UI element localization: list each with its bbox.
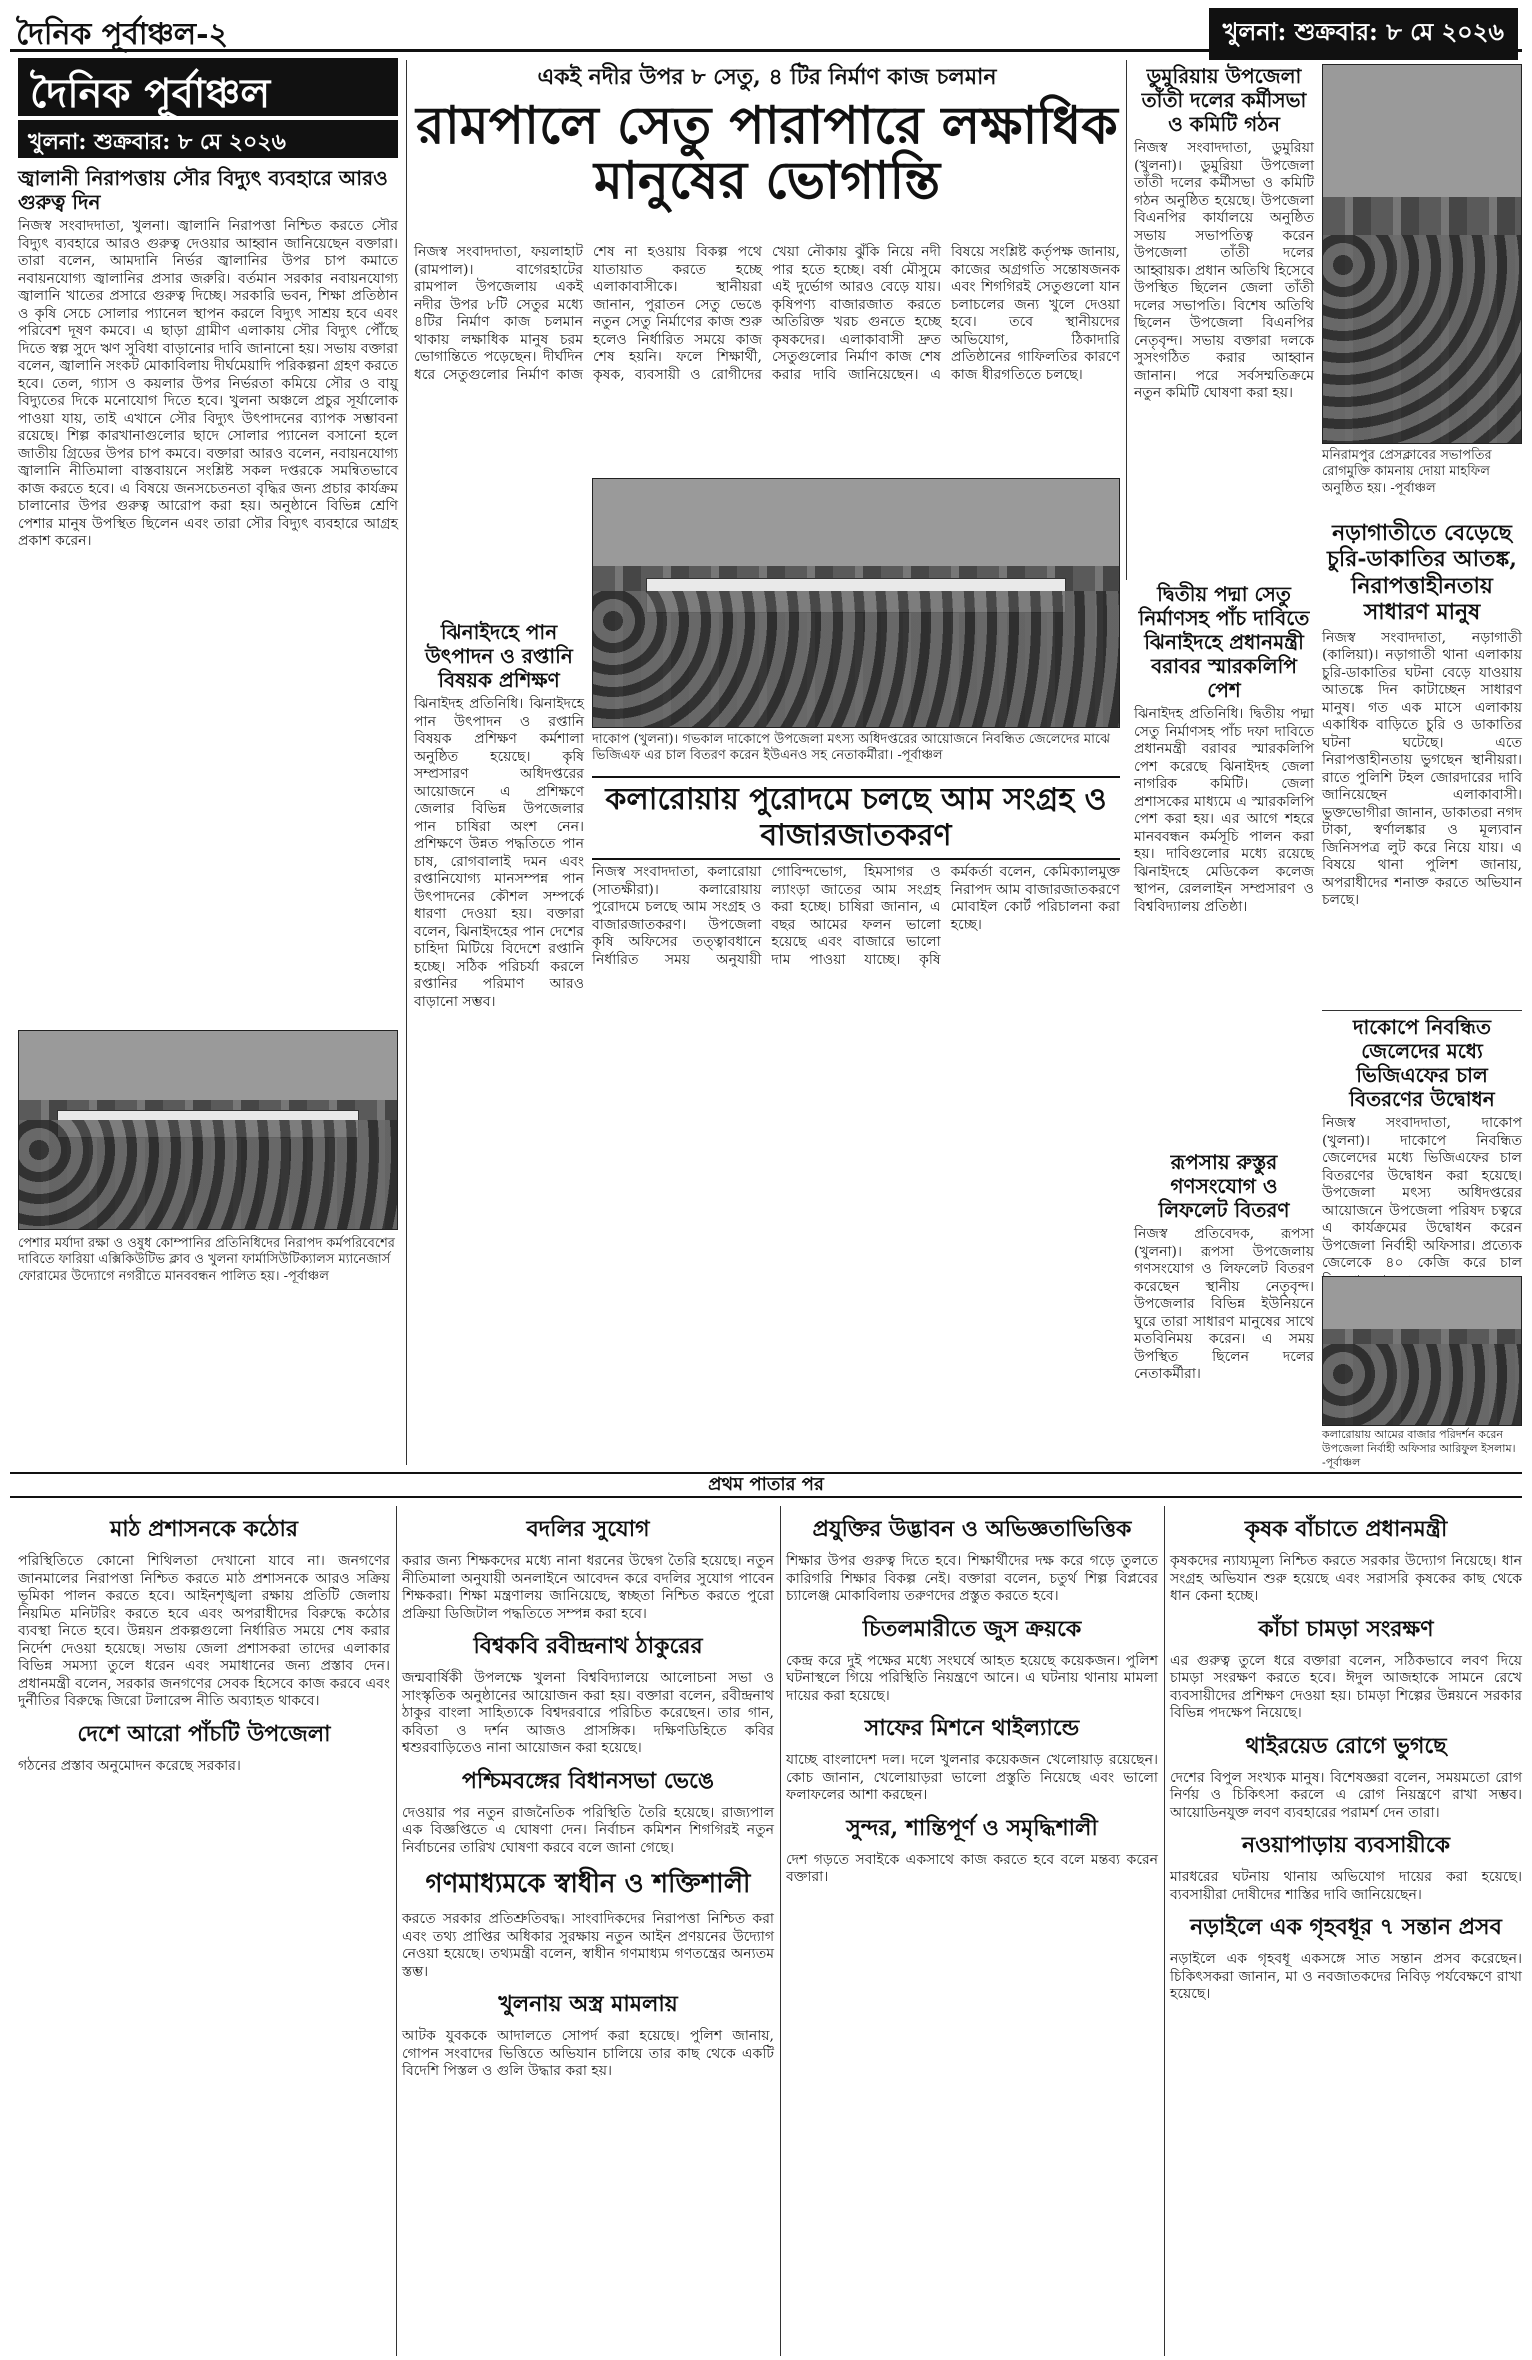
cont-body: জন্মবার্ষিকী উপলক্ষে খুলনা বিশ্ববিদ্যালয়ে আলোচনা সভা ও সাংস্কৃতিক অনুষ্ঠানের আয়োজন করা হয়। বক্তারা বলেন, রবীন্দ্রনাথ ঠাকুর বাংলা সাহিত্যকে বিশ্বদরবারে পরিচিত করেছেন। তার গান, কবিতা ও দর্শন আজও প্রাসঙ্গিক। দক্ষিণডিহিতে কবির শ্বশুরবাড়িতেও নানা আয়োজন করা হয়েছে। xyxy=(402,1670,774,1756)
article-title: দাকোপে নিবন্ধিত জেলেদের মধ্যে ভিজিএফের চাল বিতরণের উদ্বোধন xyxy=(1322,1010,1522,1111)
article-body: নিজস্ব সংবাদদাতা, দাকোপ (খুলনা)। দাকোপে নিবন্ধিত জেলেদের মধ্যে ভিজিএফের চাল বিতরণের উদ্বোধন করা হয়েছে। উপজেলা মৎস্য অধিদপ্তরের আয়োজনে উপজেলা পরিষদ চত্বরে এ কার্যক্রমের উদ্বোধন করেন উপজেলা নির্বাহী অফিসার। প্রত্যেক জেলেকে ৪০ কেজি করে চাল xyxy=(1322,1115,1522,1271)
page-label: দৈনিক পূর্বাঞ্চল-২ xyxy=(16,17,229,52)
article-rupsha xyxy=(1134,1150,1314,1465)
cont-col-1 xyxy=(18,1506,390,2356)
article-title: কলারোয়ায় পুরোদমে চলছে আম সংগ্রহ ও বাজারজাতকরণ xyxy=(592,776,1120,860)
article-title: রূপসায় রুস্তুর গণসংযোগ ও লিফলেট বিতরণ xyxy=(1158,1150,1290,1222)
cont-title: নওয়াপাড়ায় ব্যবসায়ীকে xyxy=(1242,1832,1450,1858)
photo-caption: কলারোয়ায় আমের বাজার পরিদর্শন করেন উপজেলা নির্বাহী অফিসার আরিফুল ইসলাম। -পূর্বাঞ্চল xyxy=(1322,1428,1516,1469)
photo-caption: মনিরামপুর প্রেসক্লাবের সভাপতির রোগমুক্তি কামনায় দোয়া মাহফিল অনুষ্ঠিত হয়। -পূর্বাঞ্চল xyxy=(1322,448,1492,496)
cont-body: শিক্ষার উপর গুরুত্ব দিতে হবে। শিক্ষার্থীদের দক্ষ করে গড়ে তুলতে কারিগরি শিক্ষার বিকল্প নেই। বক্তারা বলেন, চতুর্থ শিল্প বিপ্লবের চ্যালেঞ্জ মোকাবিলায় তরুণদের প্রস্তুত করতে হবে। xyxy=(786,1553,1158,1604)
cont-body: নড়াইলে এক গৃহবধূ একসঙ্গে সাত সন্তান প্রসব করেছেন। চিকিৎসকরা জানান, মা ও নবজাতকদের নিবিড় পর্যবেক্ষণে রাখা হয়েছে। xyxy=(1170,1951,1522,2002)
cont-body: কেন্দ্র করে দুই পক্ষের মধ্যে সংঘর্ষে আহত হয়েছে কয়েকজন। পুলিশ ঘটনাস্থলে গিয়ে পরিস্থিতি নিয়ন্ত্রণে আনে। এ ঘটনায় থানায় মামলা দায়ের করা হয়েছে। xyxy=(786,1652,1158,1704)
article-body: নিজস্ব সংবাদদাতা, কলারোয়া (সাতক্ষীরা)। কলারোয়ায় পুরোদমে চলছে আম সংগ্রহ ও বাজারজাতকরণ। উপজেলা কৃষি অফিসের তত্ত্বাবধানে নির্ধারিত সময় অনুযায়ী গোবিন্দভোগ, হিমসাগর ও ল্যাংড়া জাতের আম সংগ্রহ করা হচ্ছে। চাষিরা জানান, এ বছর আমের ফলন ভালো হয়েছে এবং বাজারে ভালো দাম পাওয়া যাচ্ছে। কৃষি কর্মকর্তা বলেন, কেমিক্যালমুক্ত নিরাপদ আম বাজারজাতকরণে মোবাইল কোর্ট পরিচালনা করা হচ্ছে। xyxy=(592,864,1120,968)
cont-body: পরিস্থিতিতে কোনো শিথিলতা দেখানো যাবে না। জনগণের জানমালের নিরাপত্তা নিশ্চিত করতে মাঠ প্রশাসনকে আরও সক্রিয় ভূমিকা পালন করতে হবে। আইনশৃঙ্খলা রক্ষায় প্রতিটি জেলায় নিয়মিত মনিটরিং করতে হবে এবং অপরাধীদের বিরুদ্ধে কঠোর ব্যবস্থা নিতে হবে। উন্নয়ন প্রকল্পগুলো নির্ধারিত সময়ে শেষ করার নির্দেশ দেওয়া হয়েছে। সভায় জেলা প্রশাসকরা তাদের এলাকার বিভিন্ন সমস্যা তুলে ধরেন এবং সমাধানের জন্য প্রস্তাব দেন। প্রধানমন্ত্রী বলেন, সরকার জনগণের সেবক হিসেবে কাজ করবে এবং দুর্নীতির বিরুদ্ধে জিরো টলারেন্স নীতি অব্যাহত থাকবে। xyxy=(18,1553,390,1709)
article-pan xyxy=(414,620,584,1460)
masthead-date: খুলনা: শুক্রবার: ৮ মে ২০২৬ xyxy=(18,120,398,158)
cont-col-4 xyxy=(1170,1506,1522,2356)
cont-col-3 xyxy=(786,1506,1158,2356)
cont-body: দেওয়ার পর নতুন রাজনৈতিক পরিস্থিতি তৈরি হয়েছে। রাজ্যপাল এক বিজ্ঞপ্তিতে এ ঘোষণা দেন। নির্বাচন কমিশন শিগগিরই নতুন নির্বাচনের তারিখ ঘোষণা করবে বলে জানা গেছে। xyxy=(402,1804,774,1856)
article-title: জ্বালানী নিরাপত্তায় সৌর বিদ্যুৎ ব্যবহারে আরও গুরুত্ব দিন xyxy=(18,166,388,214)
cont-title: কাঁচা চামড়া সংরক্ষণ xyxy=(1258,1615,1434,1642)
article-dacope xyxy=(1322,1010,1522,1270)
photo-mango-market xyxy=(1322,1276,1522,1426)
cont-col-2 xyxy=(402,1506,774,2356)
cont-title: সাফের মিশনে থাইল্যান্ডে xyxy=(864,1715,1080,1741)
cont-title: মাঠ প্রশাসনকে কঠোর xyxy=(110,1516,298,1542)
cont-body: করার জন্য শিক্ষকদের মধ্যে নানা ধরনের উদ্বেগ তৈরি হয়েছে। নতুন নীতিমালা অনুযায়ী অনলাইনে আবেদন করে বদলির সুযোগ পাবেন শিক্ষকরা। শিক্ষা মন্ত্রণালয় জানিয়েছে, স্বচ্ছতা নিশ্চিত করতে পুরো প্রক্রিয়া ডিজিটাল পদ্ধতিতে সম্পন্ন করা হবে। xyxy=(402,1553,774,1622)
article-mango xyxy=(592,776,1120,1456)
article-title: ডুমুরিয়ায় উপজেলা তাঁতী দলের কর্মীসভা ও কমিটি গঠন xyxy=(1141,64,1307,136)
article-body: ঝিনাইদহ প্রতিনিধি। দ্বিতীয় পদ্মা সেতু নির্মাণসহ পাঁচ দফা দাবিতে প্রধানমন্ত্রী বরাবর স্মারকলিপি পেশ করেছে ঝিনাইদহ জেলা নাগরিক কমিটি। জেলা প্রশাসকের মাধ্যমে এ স্মারকলিপি পেশ করা হয়। এর আগে শহরে মানববন্ধন কর্মসূচি পালন করা হয়। দাবিগুলোর মধ্যে রয়েছে ঝিনাইদহে মেডিকেল কলেজ স্থাপন, রেললাইন সম্প্রসারণ ও বিশ্ববিদ্যালয় প্রতিষ্ঠা। xyxy=(1134,706,1314,915)
photo-caption: দাকোপ (খুলনা)। গভকাল দাকোপে উপজেলা মৎস্য অধিদপ্তরের আয়োজনে নিবন্ধিত জেলেদের মাঝে ভিজিএফ এর চাল বিতরণ করেন ইউএনও সহ নেতাকর্মীরা। -পূর্বাঞ্চল xyxy=(592,732,1110,764)
article-dumuria xyxy=(1134,64,1314,564)
cont-body: গঠনের প্রস্তাব অনুমোদন করেছে সরকার। xyxy=(18,1757,241,1774)
article-body: নিজস্ব সংবাদদাতা, নড়াগাতী (কালিয়া)। নড়াগাতী থানা এলাকায় চুরি-ডাকাতির ঘটনা বেড়ে যাওয়ায় আতঙ্কে দিন কাটাচ্ছেন সাধারণ মানুষ। গত এক মাসে এলাকায় একাধিক বাড়িতে চুরি ও ডাকাতির ঘটনা ঘটেছে। এতে নিরাপত্তাহীনতায় ভুগছেন স্থানীয়রা। রাতে পুলিশি টহল জোরদারের দাবি জানিয়েছেন এলাকাবাসী। ভুক্তভোগীরা জানান, ডাকাতরা নগদ টাকা, স্বর্ণালঙ্কার ও মূল্যবান জিনিসপত্র লুট করে নিয়ে যায়। এ বিষয়ে থানা পুলিশ জানায়, অপরাধীদের শনাক্ত করতে অভিযান চলছে। xyxy=(1322,629,1522,909)
masthead xyxy=(18,58,398,158)
cont-body: এর গুরুত্ব তুলে ধরে বক্তারা বলেন, সঠিকভাবে লবণ দিয়ে চামড়া সংরক্ষণ করতে হবে। ঈদুল আজহাকে সামনে রেখে ব্যবসায়ীদের প্রশিক্ষণ দেওয়া হয়। চামড়া শিল্পের উন্নয়নে সরকার বিভিন্ন পদক্ষেপ নিয়েছে। xyxy=(1170,1652,1522,1721)
photo-human-chain xyxy=(18,1030,398,1230)
lead-headline xyxy=(414,60,1120,240)
cont-title: গণমাধ্যমকে স্বাধীন ও শক্তিশালী xyxy=(425,1869,751,1899)
cont-title: বদলির সুযোগ xyxy=(526,1516,650,1542)
cont-body: মারধরের ঘটনায় থানায় অভিযোগ দায়ের করা হয়েছে। ব্যবসায়ীরা দোষীদের শাস্তির দাবি জানিয়েছেন। xyxy=(1170,1869,1522,1903)
section-bar: প্রথম পাতার পর xyxy=(10,1472,1522,1498)
lead-body: নিজস্ব সংবাদদাতা, ফয়লাহাট (রামপাল)। বাগেরহাটের রামপাল উপজেলায় একই নদীর উপর ৮টি সেতুর মধ্যে ৪টির নির্মাণ কাজ চলমান থাকায় লক্ষাধিক মানুষ চরম ভোগান্তিতে পড়েছেন। দীর্ঘদিন ধরে সেতুগুলোর নির্মাণ কাজ শেষ না হওয়ায় বিকল্প পথে যাতায়াত করতে হচ্ছে এলাকাবাসীকে। স্থানীয়রা জানান, পুরাতন সেতু ভেঙে নতুন সেতু নির্মাণের কাজ শুরু হলেও নির্ধারিত সময়ে কাজ শেষ হয়নি। ফলে শিক্ষার্থী, কৃষক, ব্যবসায়ী ও রোগীদের খেয়া নৌকায় ঝুঁকি নিয়ে নদী পার হতে হচ্ছে। বর্ষা মৌসুমে এই দুর্ভোগ আরও বেড়ে যায়। কৃষিপণ্য বাজারজাত করতে অতিরিক্ত খরচ গুনতে হচ্ছে কৃষকদের। এলাকাবাসী দ্রুত সেতুগুলোর নির্মাণ কাজ শেষ করার দাবি জানিয়েছেন। এ বিষয়ে সংশ্লিষ্ট কর্তৃপক্ষ জানায়, কাজের অগ্রগতি সন্তোষজনক এবং শিগগিরই সেতুগুলো যান চলাচলের জন্য খুলে দেওয়া হবে। তবে স্থানীয়দের অভিযোগ, ঠিকাদারি প্রতিষ্ঠানের গাফিলতির কারণে কাজ ধীরগতিতে চলছে। xyxy=(414,244,1120,383)
newspaper-logo: দৈনিক পূর্বাঞ্চল xyxy=(18,58,398,116)
cont-body: আটক যুবককে আদালতে সোপর্দ করা হয়েছে। পুলিশ জানায়, গোপন সংবাদের ভিত্তিতে অভিযান চালিয়ে তার কাছ থেকে একটি বিদেশি পিস্তল ও গুলি উদ্ধার করা হয়। xyxy=(402,2028,774,2079)
photo-prayer-meeting xyxy=(1322,64,1522,444)
cont-title: চিতলমারীতে জুস ক্রয়কে xyxy=(862,1615,1082,1642)
lead-kicker: একই নদীর উপর ৮ সেতু, ৪ টির নির্মাণ কাজ চলমান xyxy=(537,64,997,90)
cont-title: পশ্চিমবঙ্গের বিধানসভা ভেঙে xyxy=(462,1767,714,1794)
cont-body: দেশের বিপুল সংখ্যক মানুষ। বিশেষজ্ঞরা বলেন, সময়মতো রোগ নির্ণয় ও চিকিৎসা করলে এ রোগ নিয়ন্ত্রণে রাখা সম্ভব। আয়োডিনযুক্ত লবণ ব্যবহারের পরামর্শ দেন তারা। xyxy=(1170,1769,1522,1821)
article-title: দ্বিতীয় পদ্মা সেতু নির্মাণসহ পাঁচ দাবিতে ঝিনাইদহে প্রধানমন্ত্রী বরাবর স্মারকলিপি পেশ xyxy=(1138,582,1310,702)
photo-caption: পেশার মর্যাদা রক্ষা ও ওষুধ কোম্পানির প্রতিনিধিদের নিরাপদ কর্মপরিবেশের দাবিতে ফারিয়া এক্সিকিউটিভ ক্লাব ও খুলনা ফার্মাসিউটিক্যালস ম্যানেজার্স ফোরামের উদ্যোগে নগরীতে মানববন্ধন পালিত হয়। -পূর্বাঞ্চল xyxy=(18,1236,395,1284)
cont-title: প্রযুক্তির উদ্ভাবন ও অভিজ্ঞতাভিত্তিক xyxy=(812,1516,1132,1542)
cont-body: করতে সরকার প্রতিশ্রুতিবদ্ধ। সাংবাদিকদের নিরাপত্তা নিশ্চিত করা এবং তথ্য প্রাপ্তির অধিকার সুরক্ষায় নতুন আইন প্রণয়নের উদ্যোগ নেওয়া হয়েছে। তথ্যমন্ত্রী বলেন, স্বাধীন গণমাধ্যম গণতন্ত্রের অন্যতম স্তম্ভ। xyxy=(402,1911,774,1980)
article-body: ঝিনাইদহ প্রতিনিধি। ঝিনাইদহে পান উৎপাদন ও রপ্তানি বিষয়ক প্রশিক্ষণ কর্মশালা অনুষ্ঠিত হয়েছে। কৃষি সম্প্রসারণ অধিদপ্তরের আয়োজনে এ প্রশিক্ষণে জেলার বিভিন্ন উপজেলার পান চাষিরা অংশ নেন। প্রশিক্ষণে উন্নত পদ্ধতিতে পান চাষ, রোগবালাই দমন এবং রপ্তানিযোগ্য মানসম্পন্ন পান উৎপাদনের কৌশল সম্পর্কে ধারণা দেওয়া হয়। বক্তারা বলেন, ঝিনাইদহের পান দেশের চাহিদা মিটিয়ে বিদেশে রপ্তানি হচ্ছে। সঠিক পরিচর্যা করলে রপ্তানির পরিমাণ আরও বাড়ানো সম্ভব। xyxy=(414,696,584,1010)
lead-title: রামপালে সেতু পারাপারে লক্ষাধিক মানুষের ভোগান্তি xyxy=(416,95,1118,211)
cont-title: বিশ্বকবি রবীন্দ্রনাথ ঠাকুরের xyxy=(473,1633,703,1659)
article-body: নিজস্ব সংবাদদাতা, খুলনা। জ্বালানি নিরাপত্তা নিশ্চিত করতে সৌর বিদ্যুৎ ব্যবহারে আরও গুরুত্ব দেওয়ার আহ্বান জানিয়েছেন বক্তারা। তারা বলেন, আমদানি নির্ভর জ্বালানির উপর চাপ কমাতে নবায়নযোগ্য জ্বালানির প্রসার জরুরি। বর্তমান সরকার নবায়নযোগ্য জ্বালানি খাতের প্রসারে গুরুত্ব দিচ্ছে। সরকারি ভবন, শিক্ষা প্রতিষ্ঠান ও কৃষি সেচে সোলার প্যানেল স্থাপন করলে বিদ্যুৎ সাশ্রয় হবে এবং পরিবেশ দূষণ কমবে। এ ছাড়া গ্রামীণ এলাকায় সৌর বিদ্যুৎ পৌঁছে দিতে স্বল্প সুদে ঋণ সুবিধা বাড়ানোর দাবি জানানো হয়। সভায় বক্তারা বলেন, জ্বালানি সংকট মোকাবিলায় দীর্ঘমেয়াদি পরিকল্পনা গ্রহণ করতে হবে। তেল, গ্যাস ও কয়লার উপর নির্ভরতা কমিয়ে সৌর ও বায়ু বিদ্যুতের দিকে মনোযোগ দিতে হবে। খুলনা অঞ্চলে প্রচুর সূর্যালোক পাওয়া যায়, তাই এখানে সৌর বিদ্যুৎ উৎপাদনের ব্যাপক সম্ভাবনা রয়েছে। শিল্প কারখানাগুলোর ছাদে সোলার প্যানেল বসানো হলে জাতীয় গ্রিডের উপর চাপ কমবে। বক্তারা আরও বলেন, নবায়নযোগ্য জ্বালানি নীতিমালা বাস্তবায়নে সংশ্লিষ্ট সকল দপ্তরকে সমন্বিতভাবে কাজ করতে হবে। এ বিষয়ে জনসচেতনতা বৃদ্ধির জন্য প্রচার কার্যক্রম চালানোর উপর গুরুত্ব আরোপ করা হয়। অনুষ্ঠানে বিভিন্ন শ্রেণি পেশার মানুষ উপস্থিত ছিলেন এবং তারা সৌর বিদ্যুৎ ব্যবহারে আগ্রহ প্রকাশ করেন। xyxy=(18,218,398,549)
article-title: নড়াগাতীতে বেড়েছে চুরি-ডাকাতির আতঙ্ক, নিরাপত্তাহীনতায় সাধারণ মানুষ xyxy=(1327,520,1517,626)
cont-title: দেশে আরো পাঁচটি উপজেলা xyxy=(77,1720,331,1747)
article-padma xyxy=(1134,582,1314,1142)
cont-body: দেশ গড়তে সবাইকে একসাথে কাজ করতে হবে বলে মন্তব্য করেন বক্তারা। xyxy=(786,1851,1158,1885)
article-body: নিজস্ব সংবাদদাতা, ডুমুরিয়া (খুলনা)। ডুমুরিয়া উপজেলা তাঁতী দলের কর্মীসভা ও কমিটি গঠন অনুষ্ঠিত হয়েছে। উপজেলা বিএনপির কার্যালয়ে অনুষ্ঠিত সভায় সভাপতিত্ব করেন উপজেলা তাঁতী দলের আহ্বায়ক। প্রধান অতিথি হিসেবে উপস্থিত ছিলেন জেলা তাঁতী দলের সভাপতি। বিশেষ অতিথি ছিলেন উপজেলা বিএনপির নেতৃবৃন্দ। সভায় বক্তারা দলকে সুসংগঠিত করার আহ্বান জানান। পরে সর্বসম্মতিক্রমে নতুন কমিটি ঘোষণা করা হয়। xyxy=(1134,140,1314,401)
article-body: নিজস্ব প্রতিবেদক, রূপসা (খুলনা)। রূপসা উপজেলায় গণসংযোগ ও লিফলেট বিতরণ করেছেন স্থানীয় নেতৃবৃন্দ। উপজেলার বিভিন্ন ইউনিয়নে ঘুরে তারা সাধারণ মানুষের সাথে মতবিনিময় করেন। এ সময় উপস্থিত ছিলেন দলের নেতাকর্মীরা। xyxy=(1134,1226,1314,1382)
page-header xyxy=(10,8,1522,52)
article-title: ঝিনাইদহে পান উৎপাদন ও রপ্তানি বিষয়ক প্রশিক্ষণ xyxy=(425,620,573,692)
cont-title: সুন্দর, শান্তিপূর্ণ ও সমৃদ্ধিশালী xyxy=(846,1814,1098,1841)
cont-title: নড়াইলে এক গৃহবধূর ৭ সন্তান প্রসব xyxy=(1190,1914,1502,1940)
header-date: খুলনা: শুক্রবার: ৮ মে ২০২৬ xyxy=(1209,8,1518,60)
cont-title: থাইরয়েড রোগে ভুগছে xyxy=(1245,1732,1447,1759)
article-solar xyxy=(18,166,398,1026)
photo-vgf-distribution xyxy=(592,478,1120,728)
cont-title: খুলনায় অস্ত্র মামলায় xyxy=(498,1991,678,2017)
cont-body: যাচ্ছে বাংলাদেশ দল। দলে খুলনার কয়েকজন খেলোয়াড় রয়েছেন। কোচ জানান, খেলোয়াড়রা ভালো প্রস্তুতি নিয়েছে এবং ভালো ফলাফলের আশা করছেন। xyxy=(786,1752,1158,1803)
cont-body: কৃষকদের ন্যায্যমূল্য নিশ্চিত করতে সরকার উদ্যোগ নিয়েছে। ধান সংগ্রহ অভিযান শুরু হয়েছে এবং সরাসরি কৃষকের কাছ থেকে ধান কেনা হচ্ছে। xyxy=(1170,1553,1522,1604)
cont-title: কৃষক বাঁচাতে প্রধানমন্ত্রী xyxy=(1244,1516,1448,1542)
